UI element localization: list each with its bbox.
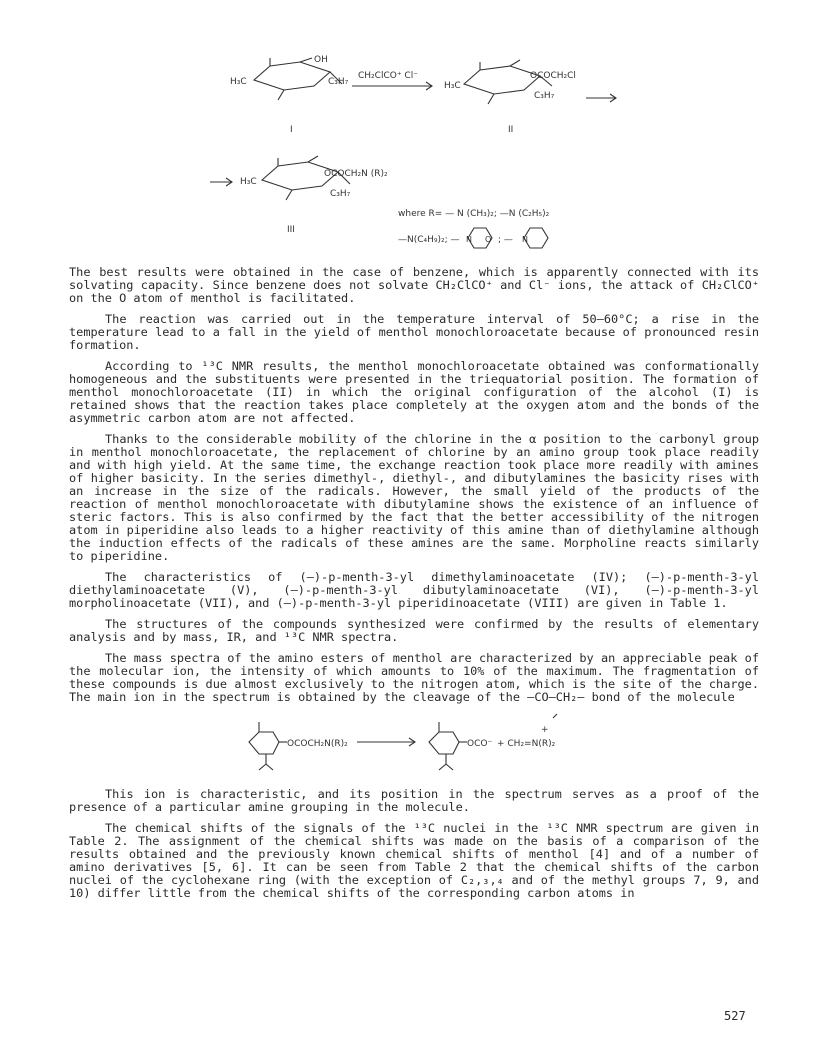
- scheme-reagent: CH₂ClCO⁺ Cl⁻: [358, 71, 418, 81]
- paragraph: The mass spectra of the amino esters of menthol are characterized by an appreciable peak of the molecular ion, the intensity of which amounts to 10% of the maximum. The fragmentation of these compounds is due almost exclusively to the nitrogen atom, which is the site of the charge. The main ion in the spectrum is obtained by the cleavage of the —CO—CH₂— bond of the molecule: [69, 651, 759, 704]
- scheme-morpholine-n: N: [466, 235, 472, 244]
- paragraph: The reaction was carried out in the temperature interval of 50–60°C; a rise in the temperature lead to a fall in the yield of menthol monochloroacetate because of pronounced resin formation.: [69, 312, 759, 352]
- scheme-label-III: III: [287, 225, 295, 235]
- frag-cation: + CH₂=N(R)₂: [497, 739, 556, 749]
- scheme-label-II: II: [508, 125, 514, 135]
- scheme-sep: ; —: [498, 235, 513, 245]
- scheme-morpholine-o: O: [485, 235, 492, 244]
- paragraph: This ion is characteristic, and its position in the spectrum serves as a proof of the presence of a particular amine grouping in the molecule.: [69, 787, 759, 814]
- scheme-c3h7-I: C₃H₇: [328, 77, 349, 87]
- page-number: 527: [724, 1009, 746, 1023]
- scheme-h3c-III: H₃C: [240, 177, 257, 187]
- paragraph: Thanks to the considerable mobility of the chlorine in the α position to the carbonyl group in menthol monochloroacetate, the replacement of chlorine by an amino group took place readily and with high yield. At the same time, the exchange reaction took place more readily with amines of higher basicity. In the series dimethyl-, diethyl-, and dibutylamines the basicity rises with an increase in the size of the radicals. However, the small yield of the products of the reaction of menthol monochloroacetate with dibutylamine shows the existence of an influence of steric factors. This is also confirmed by the fact that the better accessibility of the nitrogen atom in piperidine also leads to a higher reactivity of this amine than of diethylamine although the induction effects of the radicals of these amines are the same. Morpholine reacts similarly to piperidine.: [69, 432, 759, 563]
- scheme-ester-III: OCOCH₂N (R)₂: [324, 169, 388, 179]
- scheme-c3h7-III: C₃H₇: [330, 189, 351, 199]
- paragraph: The characteristics of (—)-p-menth-3-yl dimethylaminoacetate (IV); (—)-p-menth-3-yl diethylaminoacetate (V), (—)-p-menth-3-yl dibutylaminoacetate (VI), (—)-p-menth-3-yl morpholinoacetate (VII), and (—)-p-menth-3-yl piperidinoacetate (VIII) are given in Table 1.: [69, 570, 759, 610]
- scheme-where-line2: —N(C₄H₉)₂; —: [398, 235, 460, 245]
- scheme-oh-I: OH: [314, 55, 328, 65]
- paragraph: The structures of the compounds synthesized were confirmed by the results of elementary analysis and by mass, IR, and ¹³C NMR spectra.: [69, 617, 759, 644]
- scheme-piperidine-n: N: [522, 235, 528, 244]
- frag-plus-sign: +: [541, 725, 549, 735]
- fragmentation-scheme: [69, 712, 759, 778]
- scheme-c3h7-II: C₃H₇: [534, 91, 555, 101]
- scheme-ester-II: OCOCH₂Cl: [530, 71, 576, 81]
- scheme-where-line1: where R= — N (CH₃)₂; —N (C₂H₅)₂: [398, 209, 550, 219]
- scheme-label-I: I: [290, 125, 293, 135]
- paragraph: The best results were obtained in the case of benzene, which is apparently connected with its solvating capacity. Since benzene does not solvate CH₂ClCO⁺ and Cl⁻ ions, the attack of CH₂ClCO⁺ on the O atom of menthol is facilitated.: [69, 265, 759, 305]
- frag-anion: OCO⁻: [467, 739, 493, 749]
- article-body: [69, 266, 759, 908]
- frag-left-group: OCOCH₂N(R)₂: [287, 739, 348, 749]
- reaction-scheme: [0, 0, 816, 262]
- scheme-h3c-I: H₃C: [230, 77, 247, 87]
- paragraph: The chemical shifts of the signals of the ¹³C nuclei in the ¹³C NMR spectrum are given in Table 2. The assignment of the chemical shifts was made on the basis of a comparison of the results obtained and the previously known chemical shifts of menthol [4] and of a number of amino derivatives [5, 6]. It can be seen from Table 2 that the chemical shifts of the carbon nuclei of the cyclohexane ring (with the exception of C₂,₃,₄ and of the methyl groups 7, 9, and 10) differ little from the chemical shifts of the corresponding carbon atoms in: [69, 821, 759, 900]
- scheme-h3c-II: H₃C: [444, 81, 461, 91]
- paragraph: According to ¹³C NMR results, the menthol monochloroacetate obtained was conformationally homogeneous and the substituents were presented in the triequatorial position. The formation of menthol monochloroacetate (II) in which the original configuration of the alcohol (I) is retained shows that the reaction takes place completely at the oxygen atom and the bonds of the asymmetric carbon atom are not affected.: [69, 359, 759, 425]
